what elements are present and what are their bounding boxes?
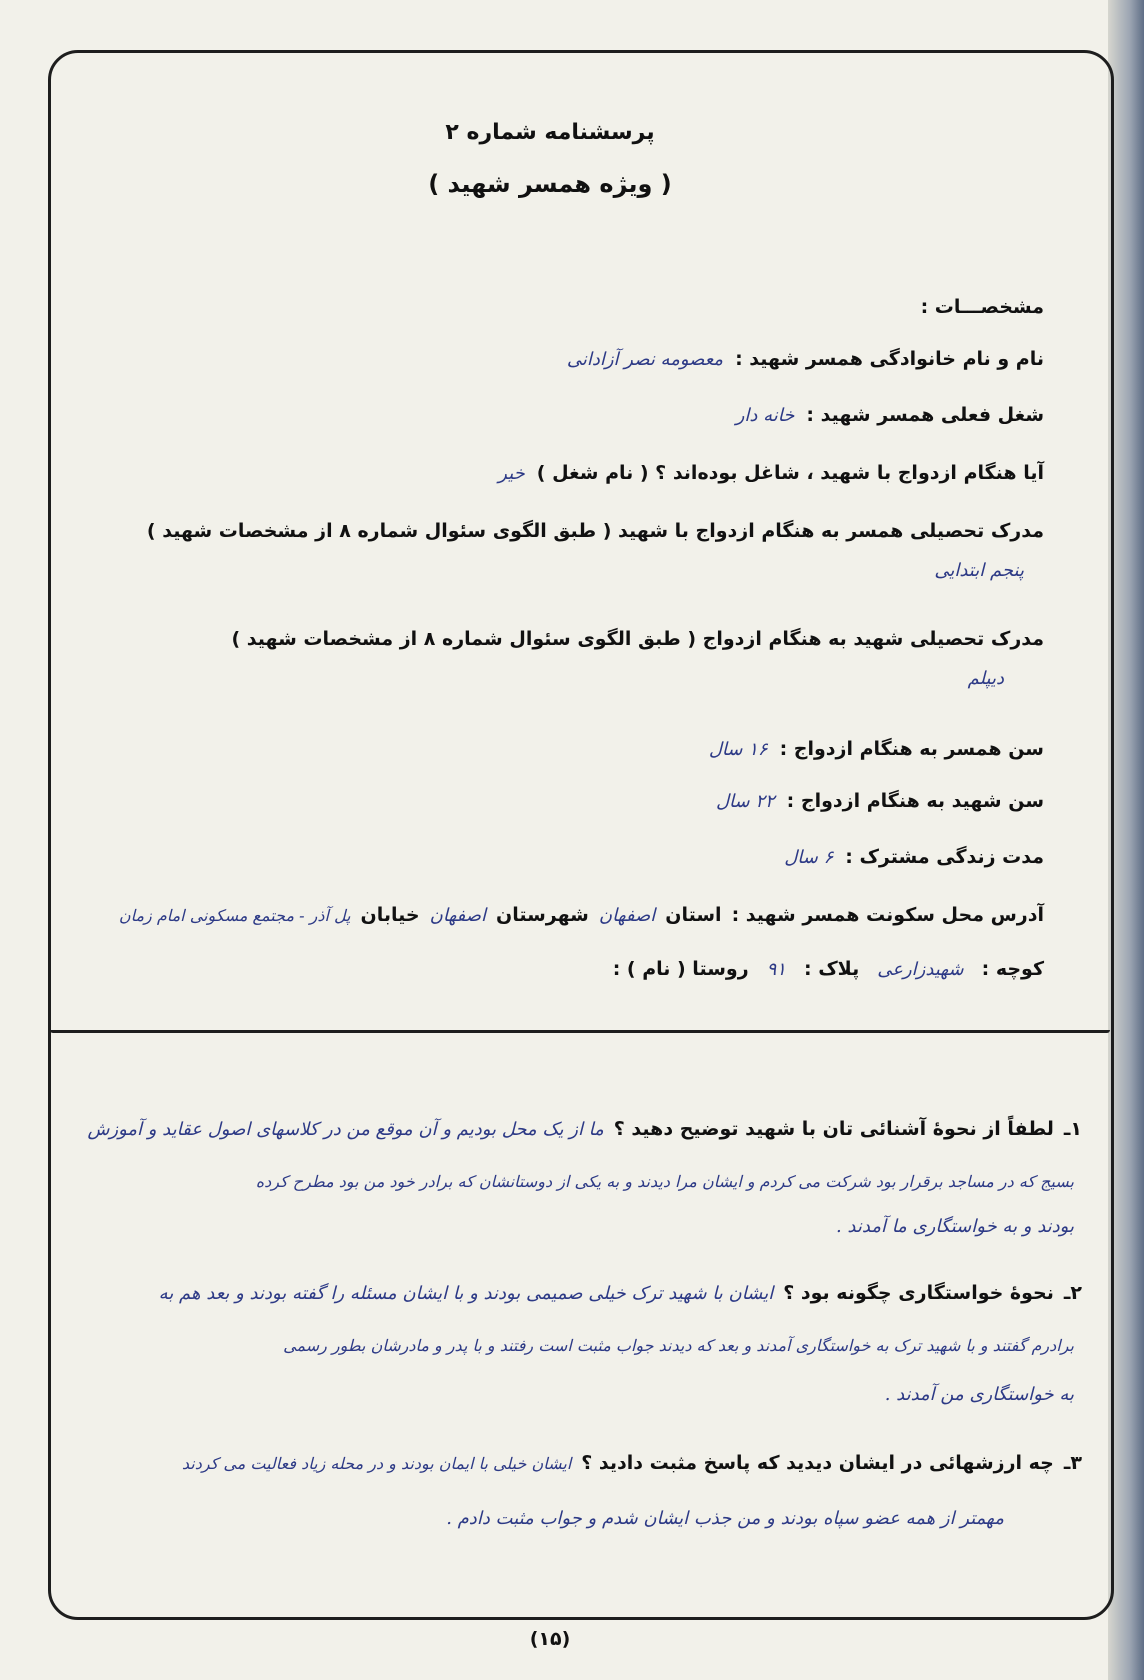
alley-row [613,958,1044,980]
spouse-edu-value: پنجم ابتدایی [934,560,1024,581]
spouse-job-row [736,404,1044,426]
spouse-name-value: معصومه نصر آزادانی [566,349,724,370]
village-label: روستا ( نام ) : [612,958,749,980]
city-label: شهرستان [496,904,589,926]
martyr-age-value: ۲۲ سال [715,791,775,812]
question-text: نحوهٔ خواستگاری چگونه بود ؟ [783,1282,1054,1304]
spouse-edu-label: مدرک تحصیلی همسر به هنگام ازدواج با شهید ( طبق الگوی سئوال شماره ۸ از مشخصات شهید ) [146,520,1044,542]
answer-line: ایشان خیلی با ایمان بودند و در محله زیاد فعالیت می کردند [181,1454,572,1473]
plaque-value: ۹۱ [766,959,786,980]
section-divider [50,1030,1110,1033]
spouse-name-row [567,348,1044,370]
question-1 [87,1118,1082,1140]
employed-value: خیر [498,463,525,484]
answer-line: ما از یک محل بودیم و آن موقع من در کلاسهای اصول عقاید و آموزش [87,1119,604,1140]
question-text: چه ارزشهائی در ایشان دیدید که پاسخ مثبت دادید ؟ [581,1452,1054,1474]
spouse-edu-row [147,520,1044,542]
employed-label: آیا هنگام ازدواج با شهید ، شاغل بوده‌اند ؟ ( نام شغل ) [536,462,1044,484]
section-heading: مشخصـــات : [920,296,1044,318]
answer-line: بسیج که در مساجد برقرار بود شرکت می کردم و ایشان مرا دیدند و به یکی از دوستانشان که برادر خود من بود مطرح کرده [255,1172,1074,1191]
spouse-age-row [709,738,1044,760]
question-text: لطفاً از نحوهٔ آشنائی تان با شهید توضیح دهید ؟ [613,1118,1054,1140]
spouse-job-value: خانه دار [735,405,795,426]
question-number: ۳ـ [1063,1452,1082,1474]
question-number: ۲ـ [1063,1282,1082,1304]
marriage-duration-label: مدت زندگی مشترک : [845,846,1044,868]
spouse-age-value: ۱۶ سال [708,739,768,760]
alley-value: شهیدزارعی [877,959,964,980]
address-label: آدرس محل سکونت همسر شهید : [731,904,1044,926]
answer-line: به خواستگاری من آمدند . [884,1384,1074,1405]
spouse-job-label: شغل فعلی همسر شهید : [806,404,1044,426]
martyr-edu-value: دیپلم [967,668,1004,689]
marriage-duration-value: ۶ سال [784,847,834,868]
form-title: پرسشنامه شماره ۲ [445,120,655,145]
question-3 [182,1452,1082,1474]
answer-line: ایشان با شهید ترک خیلی صمیمی بودند و با ایشان مسئله را گفته بودند و بعد هم به [158,1283,774,1304]
question-2 [159,1282,1082,1304]
province-label: استان [665,904,722,926]
city-value: اصفهان [429,905,487,926]
street-value: پل آذر - مجتمع مسکونی امام زمان [118,906,351,925]
martyr-edu-row [232,628,1045,650]
martyr-edu-label: مدرک تحصیلی شهید به هنگام ازدواج ( طبق الگوی سئوال شماره ۸ از مشخصات شهید ) [231,628,1044,650]
question-number: ۱ـ [1063,1118,1082,1140]
street-label: خیابان [360,904,420,926]
martyr-age-label: سن شهید به هنگام ازدواج : [786,790,1044,812]
page-number: (۱۵) [529,1628,571,1650]
marriage-duration-row [784,846,1044,868]
answer-line: بودند و به خواستگاری ما آمدند . [835,1216,1074,1237]
address-row [119,904,1044,926]
form-subtitle: ( ویژه همسر شهید ) [428,170,672,198]
spouse-age-label: سن همسر به هنگام ازدواج : [779,738,1044,760]
plaque-label: پلاک : [803,958,860,980]
answer-line: مهمتر از همه عضو سپاه بودند و من جذب ایشان شدم و جواب مثبت دادم . [446,1508,1004,1529]
employed-row [498,462,1044,484]
martyr-age-row [716,790,1044,812]
answer-line: برادرم گفتند و با شهید ترک به خواستگاری آمدند و بعد که دیدند جواب مثبت است رفتند و با پدر و مادرشان بطور رسمی [283,1336,1074,1355]
province-value: اصفهان [598,905,656,926]
spouse-name-label: نام و نام خانوادگی همسر شهید : [735,348,1044,370]
alley-label: کوچه : [981,958,1044,980]
